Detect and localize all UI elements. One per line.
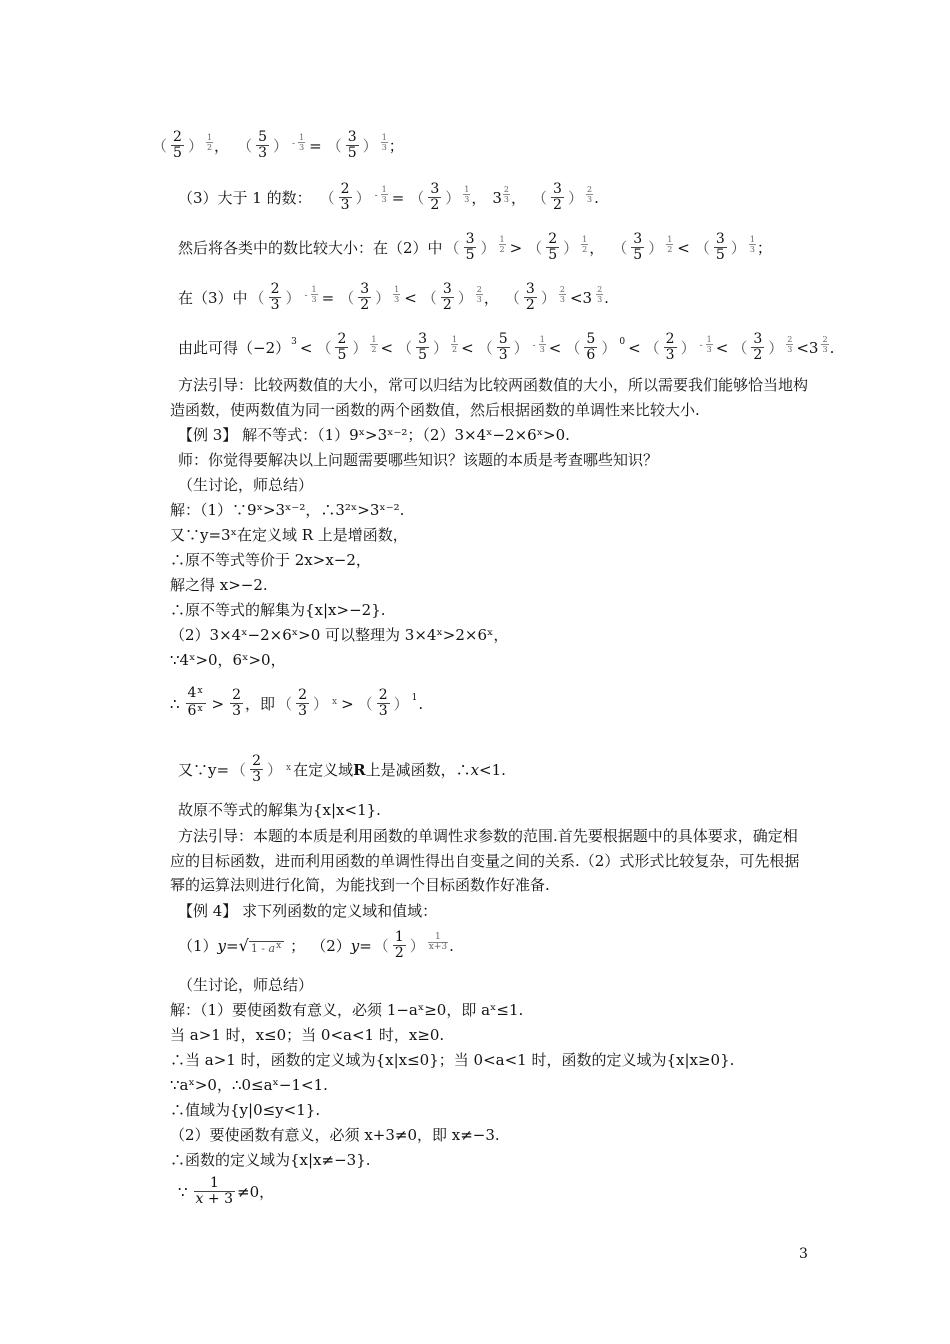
page-number: 3 <box>799 1246 808 1262</box>
solution-line: 解之得 x>−2. <box>170 576 268 594</box>
math-line-1: （ $\frac{2}{5}$ ） $\frac{1}{2}$ ， （ $\frac{5}{3}$ ） - $\frac{1}{3}$ = （ $\frac{3}{5}$ ） $\frac{1}{3}$ ； <box>152 129 404 161</box>
example-3-title: 【例 3】 解不等式：（1）9ˣ>3ˣ⁻²；（2）3×4ˣ−2×6ˣ>0. <box>178 426 570 444</box>
math-line-3: 然后将各类中的数比较大小：在（2）中 （ $\frac{3}{5}$ ） $\frac{1}{2}$ > （ $\frac{2}{5}$ ） $\frac{1}{2}$ ， （ $\frac{3}{5}$ ） $\frac{1}{2}$ < （ $\frac{3}{5}$ ） $\frac{1}{3}$ ； <box>178 231 772 263</box>
solution-line: ∴值域为{y|0≤y<1}. <box>170 1101 321 1119</box>
line-text: 又∵y= <box>178 761 230 779</box>
math-line-5: 由此可得 （−2） 3 < （ $\frac{2}{5}$ ） $\frac{1}{2}$ < （ $\frac{3}{5}$ ） $\frac{1}{2}$ < （ $\frac{5}{3}$ ） - $\frac{1}{3}$ < （ $\frac{5}{6}$ ） 0 < （ $\frac{2}{3}$ ） - $\frac{1}{3}$ < （ $\frac{3}{2}$ ） $\frac{2}{3}$ <3 $\frac{2}{3}$ . <box>178 331 835 363</box>
math-line-2: （3）大于 1 的数： （ $\frac{2}{3}$ ） - $\frac{1}{3}$ = （ $\frac{3}{2}$ ） $\frac{1}{3}$ ， 3 $\frac{2}{3}$ ， （ $\frac{3}{2}$ ） $\frac{2}{3}$ . <box>178 181 599 213</box>
math-line-8: （1） y = √ $1 - a^x$ ； （2） y = （ $\frac{1}{2}$ ） $\frac{1}{x+3}$ . <box>178 929 454 961</box>
discussion-note: （生讨论，师总结） <box>178 476 314 494</box>
solution-line: 又∵y=3ˣ在定义域 R 上是增函数， <box>170 526 408 544</box>
math-line-6: ∴ $\frac{4^x}{6^x}$ > $\frac{2}{3}$ ，即 （ $\frac{2}{3}$ ） x > （ $\frac{2}{3}$ ） 1 . <box>170 685 424 719</box>
line-text: （3）大于 1 的数： <box>178 189 312 207</box>
solution-line: 当 a>1 时，x≤0；当 0<a<1 时，x≥0. <box>170 1026 445 1044</box>
solution-line: ∴当 a>1 时，函数的定义域为{x|x≤0}；当 0<a<1 时，函数的定义域为{x|x≥0}. <box>170 1051 735 1069</box>
discussion-note: （生讨论，师总结） <box>178 976 314 994</box>
method-text: 方法引导：本题的本质是利用函数的单调性求参数的范围.首先要根据题中的具体要求，确定相应的目标函数，进而利用函数的单调性得出自变量之间的关系.（2）式形式比较复杂，可先根据幂的运算法则进行化简，为能找到一个目标函数作好准备. <box>170 827 800 894</box>
math-line-7: 又∵y= （ $\frac{2}{3}$ ） x 在定义域 R 上是减函数，∴ x <1. <box>178 753 506 785</box>
solution-line: ∴原不等式等价于 2x>x−2， <box>170 551 371 569</box>
solution-line: ∵4ˣ>0，6ˣ>0， <box>170 651 286 669</box>
line-text: 在（3）中 <box>178 289 248 307</box>
math-line-4: 在（3）中 （ $\frac{2}{3}$ ） - $\frac{1}{3}$ = （ $\frac{3}{2}$ ） $\frac{1}{3}$ < （ $\frac{3}{2}$ ） $\frac{2}{3}$ ， （ $\frac{3}{2}$ ） $\frac{2}{3}$ <3 $\frac{2}{3}$ . <box>178 281 609 313</box>
line-text: ∵ <box>178 1182 188 1201</box>
solution-line: ∴原不等式的解集为{x|x>−2}. <box>170 601 386 619</box>
solution-line: （2）要使函数有意义，必须 x+3≠0，即 x≠−3. <box>170 1126 500 1144</box>
solution-line: （2）3×4ˣ−2×6ˣ>0 可以整理为 3×4ˣ>2×6ˣ， <box>170 626 509 644</box>
sqrt-expression: √ $1 - a^x$ <box>239 936 285 955</box>
solution-line: 解：（1）要使函数有意义，必须 1−aˣ≥0，即 aˣ≤1. <box>170 1001 524 1019</box>
solution-line: ∵aˣ>0，∴0≤aˣ−1<1. <box>170 1076 328 1094</box>
math-line-9: ∵ $\frac{1}{x + 3}$ ≠0， <box>178 1175 275 1207</box>
line-text: 由此可得 <box>178 339 239 357</box>
line-text: 然后将各类中的数比较大小：在（2）中 <box>178 239 443 257</box>
line-text: ∴ <box>170 694 180 713</box>
solution-line: ∴函数的定义域为{x|x≠−3}. <box>170 1151 371 1169</box>
method-text: 方法引导：比较两数值的大小，常可以归结为比较两函数值的大小，所以需要我们能够恰当地构造函数，使两数值为同一函数的两个函数值，然后根据函数的单调性来比较大小. <box>170 376 809 419</box>
example-4-title: 【例 4】 求下列函数的定义域和值域： <box>178 902 438 920</box>
method-paragraph-1 <box>170 373 810 422</box>
solution-line: 解：（1）∵9ˣ>3ˣ⁻²，∴3²ˣ>3ˣ⁻². <box>170 501 405 519</box>
solution-line: 故原不等式的解集为{x|x<1}. <box>178 801 381 819</box>
method-paragraph-2 <box>170 824 810 898</box>
teacher-question: 师：你觉得要解决以上问题需要哪些知识？该题的本质是考查哪些知识？ <box>178 451 659 469</box>
